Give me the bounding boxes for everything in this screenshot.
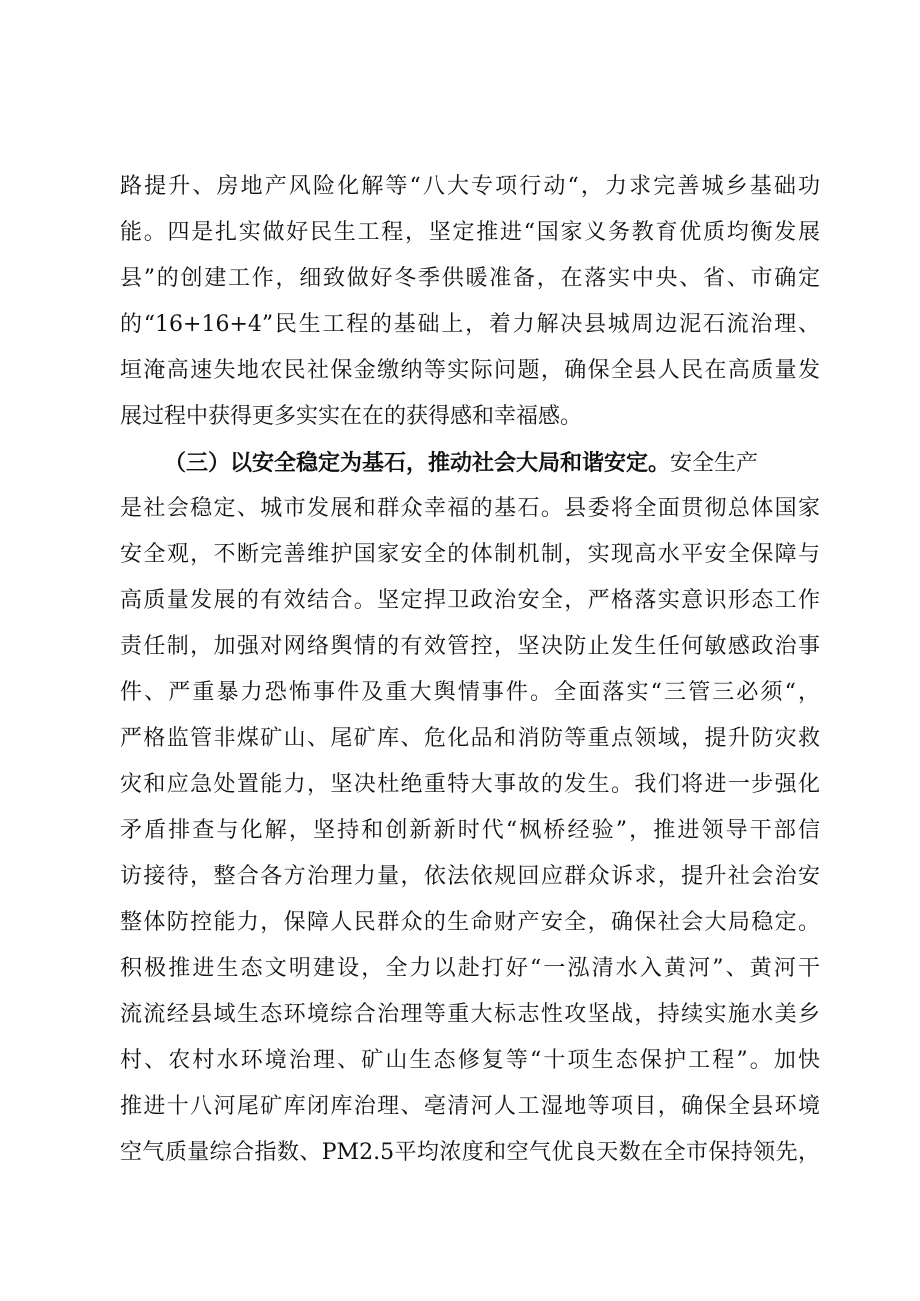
paragraph-line: 路提升、房地产风险化解等“八大专项行动“，力求完善城乡基础功 <box>120 174 820 199</box>
section-heading: （三）以安全稳定为基石，推动社会大局和谐安定。 <box>164 450 671 476</box>
paragraph-line: 灾和应急处置能力，坚决杜绝重特大事故的发生。我们将进一步强化 <box>120 772 820 797</box>
paragraph-line: 空气质量综合指数、PM2.5平均浓度和空气优良天数在全市保持领先， <box>120 1140 820 1165</box>
paragraph-line: 流流经县域生态环境综合治理等重大标志性攻坚战，持续实施水美乡 <box>120 1002 820 1027</box>
paragraph-line: 严格监管非煤矿山、尾矿库、危化品和消防等重点领域，提升防灾救 <box>120 726 820 751</box>
heading-line-rest: 安全生产 <box>670 451 759 476</box>
paragraph-line: 积极推进生态文明建设，全力以赴打好“一泓清水入黄河”、黄河干 <box>120 956 820 981</box>
paragraph-line: 县”的创建工作，细致做好冬季供暖准备，在落实中央、省、市确定 <box>120 266 820 291</box>
paragraph-line: 整体防控能力，保障人民群众的生命财产安全，确保社会大局稳定。 <box>120 910 820 935</box>
paragraph-line: 村、农村水环境治理、矿山生态修复等“十项生态保护工程”。加快 <box>120 1048 820 1073</box>
section-heading-line <box>120 440 820 486</box>
paragraph-line: 访接待，整合各方治理力量，依法依规回应群众诉求，提升社会治安 <box>120 864 820 889</box>
paragraph-line: 垣淹高速失地农民社保金缴纳等实际问题，确保全县人民在高质量发 <box>120 358 820 383</box>
paragraph-line: 展过程中获得更多实实在在的获得感和幸福感。 <box>120 404 583 429</box>
paragraph-line: 的“16+16+4”民生工程的基础上，着力解决县城周边泥石流治理、 <box>120 312 820 337</box>
paragraph-line: 推进十八河尾矿库闭库治理、亳清河人工湿地等项目，确保全县环境 <box>120 1094 820 1119</box>
paragraph-line: 安全观，不断完善维护国家安全的体制机制，实现高水平安全保障与 <box>120 542 820 567</box>
body-text <box>120 164 820 1176</box>
paragraph-line: 责任制，加强对网络舆情的有效管控，坚决防止发生任何敏感政治事 <box>120 634 820 659</box>
paragraph-line: 矛盾排查与化解，坚持和创新新时代“枫桥经验”，推进领导干部信 <box>120 818 820 843</box>
paragraph-line: 高质量发展的有效结合。坚定捍卫政治安全，严格落实意识形态工作 <box>120 588 820 613</box>
paragraph-line: 是社会稳定、城市发展和群众幸福的基石。县委将全面贯彻总体国家 <box>120 496 820 521</box>
paragraph-line: 件、严重暴力恐怖事件及重大舆情事件。全面落实“三管三必须“， <box>120 680 820 705</box>
paragraph-line: 能。四是扎实做好民生工程，坚定推进“国家义务教育优质均衡发展 <box>120 220 820 245</box>
